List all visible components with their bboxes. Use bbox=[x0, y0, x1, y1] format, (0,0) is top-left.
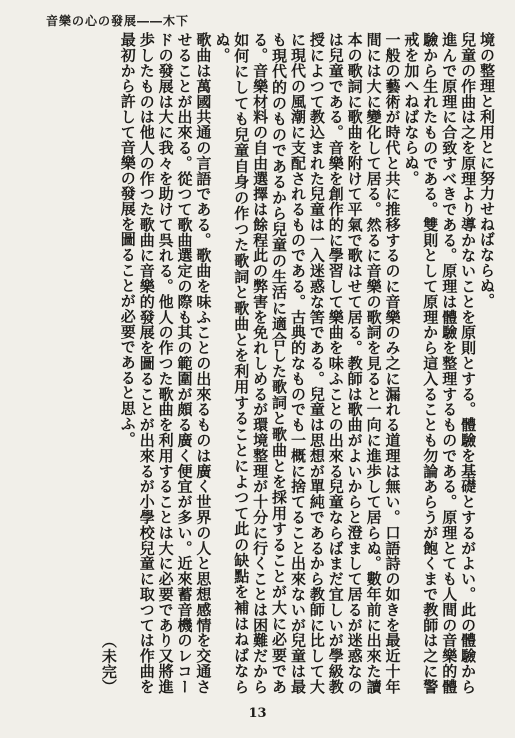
page-number: 13 bbox=[248, 706, 267, 721]
paragraph: 兒童の作曲は之を原理より導かないことを原則とする。體驗を基礎とするがよい。此の體驗から進んで原理に合致すべきである。原理は體驗を整理するものである。原理とても人間の音樂的體驗から生れたものである。雙則として原理から這入ることも勿論あらうが飽くまで教師は之に警戒を加へねばならぬ。 bbox=[402, 32, 478, 694]
running-header: 音樂の心の發展――木下 bbox=[46, 14, 190, 28]
closing-mark: （未完） bbox=[99, 632, 118, 694]
paragraph: 一般の藝術が時代と共に推移するのに音樂のみ之に漏れる道理は無い。口語詩の如きを最近十年間には大に變化して居る。然るに音樂の歌詞を見ると一向に進歩して居らぬ。數年前に出來た讀本の歌詞に歌曲を附けて平氣で歌はせて居る。教師は歌曲がよいからと澄まして居るが迷惑なのは兒童である。音樂を創作的に學習して樂曲を味ふことの出來る兒童ならばまだ宜しいが學級教授によつて教込まれた兒童は一入迷惑な筈である。兒童は思想が單純であるから教師に比して大に現代の風潮に支配されるものである。古典的なものでも一概に捨てること出來ないが兒童は最も現代的のものであるから兒童の生活に適合した歌詞と歌曲とを採用することが大に必要である。音樂材料の自由選擇は餘程此の弊害を免れしめるが環境整理が十分に行くことは困難だから如何にしても兒童自身の作つた歌詞と歌曲とを利用することによつて此の缺點を補はねばならぬ。 bbox=[213, 32, 402, 694]
body-text bbox=[34, 32, 496, 694]
paragraph: 歌曲は萬國共通の言語である。歌曲を味ふことの出來るものは廣く世界の人と思想感情を交通させることが出來る。從つて歌曲選定の際も其の範圍が頗る廣く便宜が多い。近來蓄音機のレコードの發展は大に我々を助けて呉れる。他人の作つた歌曲を利用することは大に必要であり又將進歩したものは他人の作つた歌曲に音樂的發展を圖ることが出來るが小學校兒童に取つては作曲を最初から許して音樂の發展を圖ることが必要であると思ふ。 bbox=[118, 32, 213, 694]
paragraph: 境の整理と利用とに努力せねばならぬ。 bbox=[478, 32, 496, 309]
